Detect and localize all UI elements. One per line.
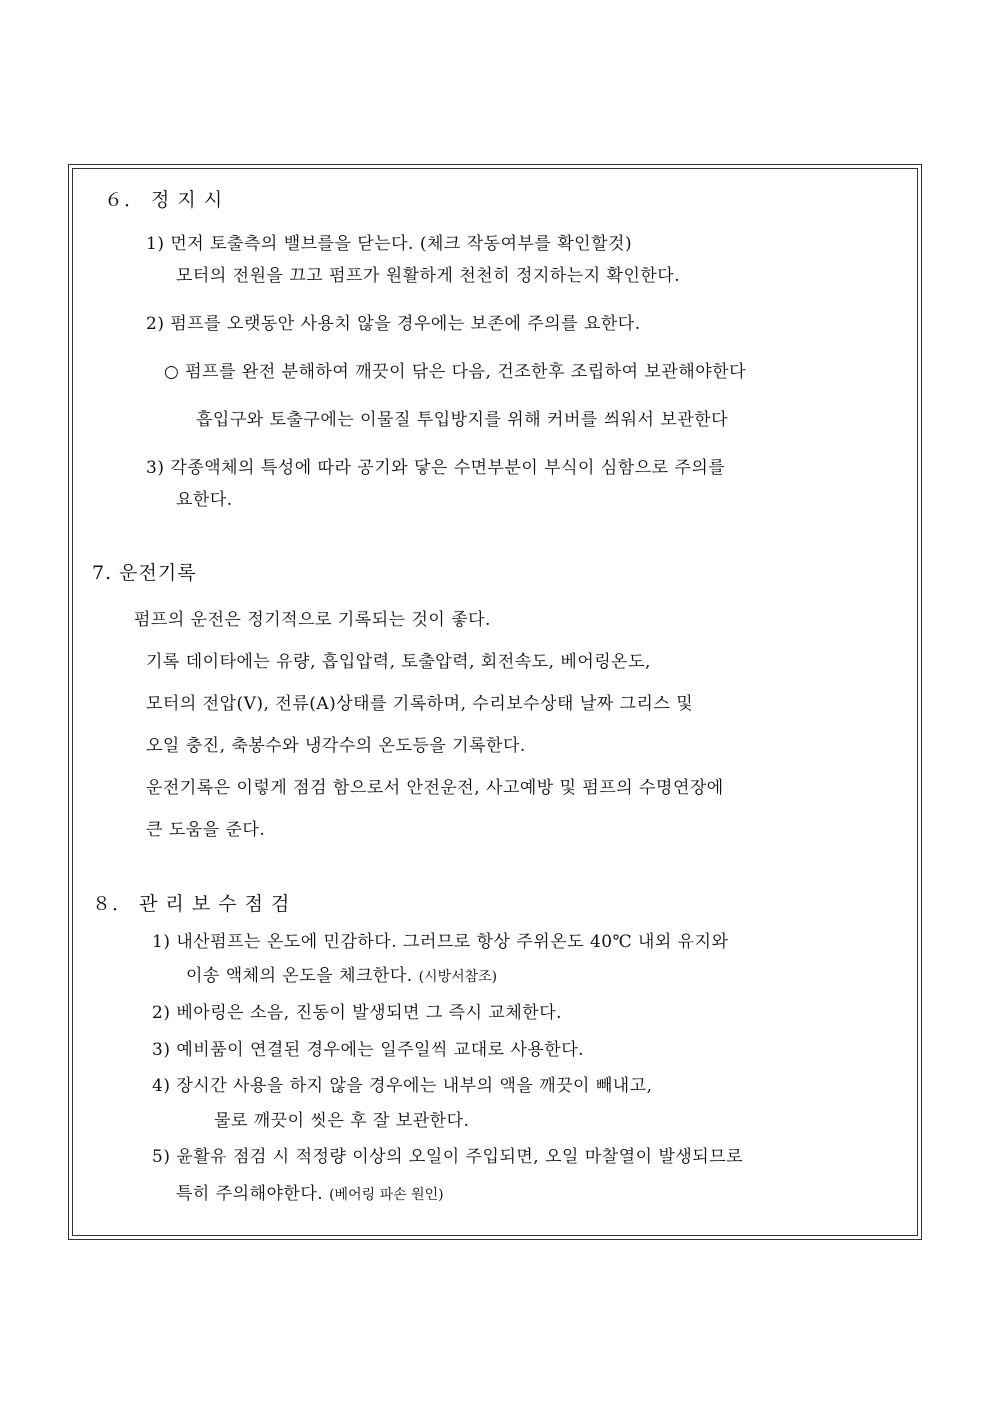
section-8-item-1-line-1: 1) 내산펌프는 온도에 민감하다. 그러므로 항상 주위온도 40℃ 내외 유지와 (152, 932, 729, 952)
section-8-item-1-note: (시방서참조) (418, 969, 498, 985)
section-6-bullet-line-2: 흡입구와 토출구에는 이물질 투입방지를 위해 커버를 씌워서 보관한다 (196, 410, 729, 430)
section-7-line-4: 오일 충진, 축봉수와 냉각수의 온도등을 기록한다. (146, 736, 526, 756)
section-8-item-4-line-2: 물로 깨끗이 씻은 후 잘 보관한다. (214, 1111, 470, 1131)
section-6-item-1-line-1: 1) 먼저 토출측의 밸브를을 닫는다. (체크 작동여부를 확인할것) (146, 234, 633, 254)
section-8-item-4-line-1: 4) 장시간 사용을 하지 않을 경우에는 내부의 액을 깨끗이 빼내고, (152, 1076, 653, 1096)
section-8-item-1-line-2 (186, 966, 497, 987)
section-8-item-5-line-2 (176, 1184, 444, 1205)
section-6-heading: ６． 정 지 시 (104, 189, 224, 211)
section-7-line-1: 펌프의 운전은 정기적으로 기록되는 것이 좋다. (134, 610, 491, 630)
section-8-item-2: 2) 베아링은 소음, 진동이 발생되면 그 즉시 교체한다. (152, 1003, 563, 1023)
section-6-item-3-line-2: 요한다. (176, 490, 233, 510)
section-7-line-6: 큰 도움을 준다. (146, 820, 266, 840)
section-7-heading: 7. 운전기록 (92, 562, 197, 584)
section-8-heading: ８． 관 리 보 수 점 검 (92, 893, 291, 915)
section-7-line-3: 모터의 전압(V), 전류(A)상태를 기록하며, 수리보수상태 날짜 그리스 및 (146, 694, 694, 714)
section-6-item-2: 2) 펌프를 오랫동안 사용치 않을 경우에는 보존에 주의를 요한다. (146, 314, 641, 334)
section-8-item-5-text: 특히 주의해야한다. (176, 1184, 324, 1204)
section-8-item-5-line-1: 5) 윤활유 점검 시 적정량 이상의 오일이 주입되면, 오일 마찰열이 발생되므로 (152, 1147, 744, 1167)
section-6-bullet-line-1: ○ 펌프를 완전 분해하여 깨끗이 닦은 다음, 건조한후 조립하여 보관해야한다 (164, 362, 747, 382)
section-8-item-1-text: 이송 액체의 온도을 체크한다. (186, 966, 413, 986)
section-6-item-1-line-2: 모터의 전원을 끄고 펌프가 원활하게 천천히 정지하는지 확인한다. (176, 266, 681, 286)
section-8-item-5-note: (베어링 파손 원인) (329, 1187, 444, 1203)
section-7-line-5: 운전기록은 이렇게 점검 함으로서 안전운전, 사고예방 및 펌프의 수명연장에 (146, 778, 724, 798)
section-8-item-3: 3) 예비품이 연결된 경우에는 일주일씩 교대로 사용한다. (152, 1040, 585, 1060)
section-6-item-3-line-1: 3) 각종액체의 특성에 따라 공기와 닿은 수면부분이 부식이 심함으로 주의를 (146, 458, 726, 478)
section-7-line-2: 기록 데이타에는 유량, 흡입압력, 토출압력, 회전속도, 베어링온도, (146, 652, 651, 672)
